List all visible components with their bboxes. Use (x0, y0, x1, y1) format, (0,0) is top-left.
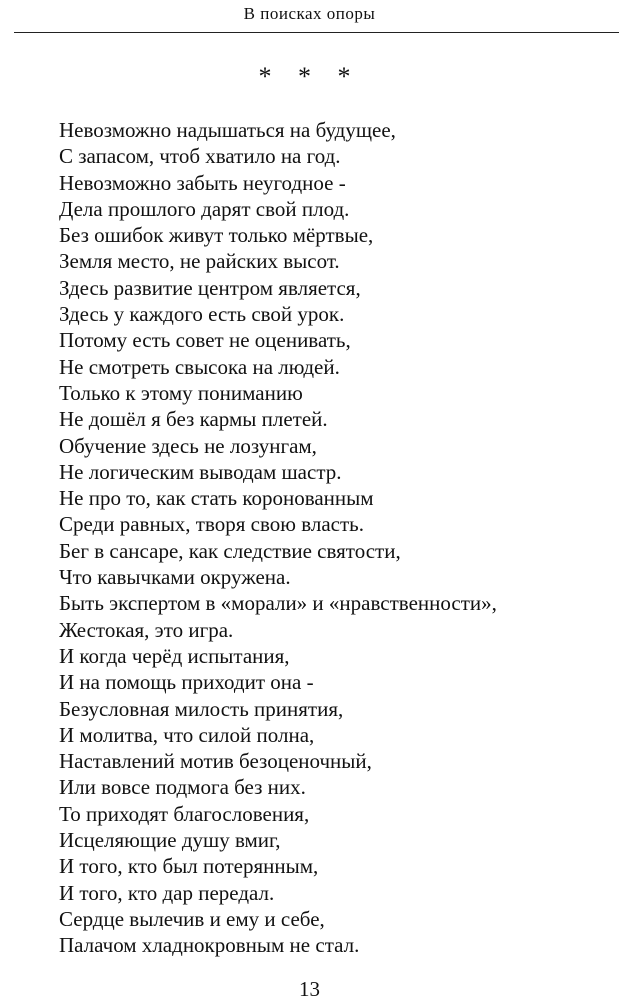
poem-line: С запасом, чтоб хватило на год. (59, 144, 341, 169)
poem-line: Не логическим выводам шастр. (59, 459, 342, 484)
poem-line: Сердце вылечив и ему и себе, (59, 906, 325, 931)
poem-line: Не дошёл я без кармы плетей. (59, 407, 328, 432)
section-separator: * * * (258, 62, 361, 91)
running-head: В поисках опоры (243, 4, 376, 23)
poem-line: И того, кто был потерянным, (59, 854, 319, 879)
poem-line: Бег в сансаре, как следствие святости, (59, 538, 401, 563)
poem-line: Невозможно забыть неугодное - (59, 170, 346, 195)
poem-line: Среди равных, творя свою власть. (59, 512, 364, 537)
page-number: 13 (299, 977, 320, 1001)
poem-line: Дела прошлого дарят свой плод. (59, 196, 350, 221)
poem-line: Или вовсе подмога без них. (59, 775, 306, 800)
poem-line: Невозможно надышаться на будущее, (59, 118, 396, 142)
poem-line: То приходят благословения, (59, 801, 310, 826)
poem-line: Потому есть совет не оценивать, (59, 328, 351, 353)
poem-line: Без ошибок живут только мёртвые, (59, 223, 374, 248)
poem-line: Земля место, не райских высот. (59, 249, 340, 274)
poem-line: Здесь у каждого есть свой урок. (59, 302, 345, 327)
poem-line: Наставлений мотив безоценочный, (59, 749, 372, 774)
poem-line: Не смотреть свысока на людей. (59, 354, 340, 379)
poem-line: И того, кто дар передал. (59, 880, 275, 905)
poem-line: Только к этому пониманию (59, 380, 303, 405)
poem-line: Не про то, как стать коронованным (59, 486, 374, 511)
poem-line: Палачом хладнокровным не стал. (59, 933, 360, 958)
poem-line: Быть экспертом в «морали» и «нравственности», (59, 591, 497, 616)
poem (59, 117, 614, 959)
poem-line: Обучение здесь не лозунгам, (59, 433, 317, 458)
poem-line: Здесь развитие центром является, (59, 275, 361, 300)
poem-line: Исцеляющие душу вмиг, (59, 828, 281, 853)
poem-line: И на помощь приходит она - (59, 670, 314, 695)
poem-line: И когда черёд испытания, (59, 643, 290, 668)
poem-line: И молитва, что силой полна, (59, 722, 315, 747)
header-rule (14, 32, 619, 33)
poem-line: Безусловная милость принятия, (59, 696, 344, 721)
poem-line: Жестокая, это игра. (59, 617, 234, 642)
poem-line: Что кавычками окружена. (59, 565, 291, 590)
